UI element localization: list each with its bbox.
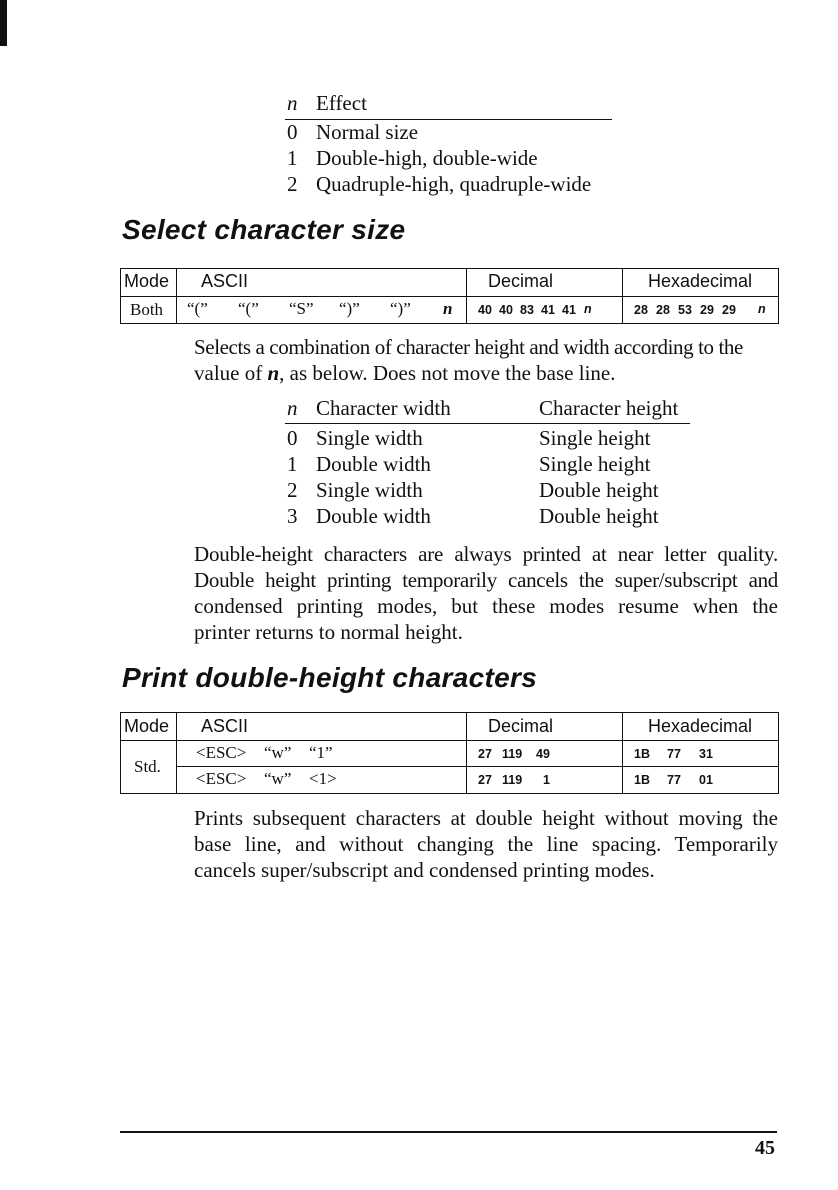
paragraph-line: printer returns to normal height.	[194, 620, 463, 644]
header-mode: Mode	[124, 716, 170, 736]
cell-hex-n: n	[758, 302, 766, 316]
cell-ascii: <1>	[309, 769, 337, 788]
cell-hex: 53	[678, 303, 692, 317]
cell-ascii-n: n	[443, 299, 453, 318]
size-table-n: 2	[287, 478, 298, 502]
command-table-divider	[176, 268, 177, 324]
size-table-n: 3	[287, 504, 298, 528]
cell-hex: 77	[667, 773, 681, 787]
cell-decimal-n: n	[584, 302, 592, 316]
size-table-height: Single height	[539, 452, 651, 476]
size-table-n: 0	[287, 426, 298, 450]
size-table-width: Double width	[316, 504, 431, 528]
header-ascii: ASCII	[201, 271, 249, 291]
cell-decimal: 40	[478, 303, 492, 317]
cell-hex: 31	[699, 747, 713, 761]
cell-ascii: “1”	[309, 743, 333, 762]
cell-hex: 29	[700, 303, 714, 317]
cell-ascii: “(”	[187, 299, 208, 318]
cell-hex: 1B	[634, 747, 650, 761]
command-table-divider	[622, 268, 623, 324]
command-table-divider	[120, 740, 779, 741]
paragraph-line: Double-height characters are always printed at near letter quality.	[194, 542, 778, 566]
command-table-divider	[622, 712, 623, 794]
top-table-row-effect: Normal size	[316, 120, 419, 144]
size-table-width: Single width	[316, 426, 423, 450]
header-mode: Mode	[124, 271, 170, 291]
paragraph-line: Double height printing temporarily cancels the super/subscript and	[194, 568, 778, 592]
section2-paragraph	[194, 805, 778, 883]
cell-decimal: 27	[478, 773, 492, 787]
paragraph-line: Prints subsequent characters at double height without moving the	[194, 806, 778, 830]
top-table-row-n: 2	[287, 172, 298, 196]
cell-ascii: “w”	[264, 743, 292, 762]
cell-decimal: 40	[499, 303, 513, 317]
top-table-row-effect: Quadruple-high, quadruple-wide	[316, 172, 592, 196]
cell-mode: Std.	[134, 757, 161, 776]
size-table-header-n: n	[287, 396, 298, 420]
cell-decimal: 119	[502, 773, 523, 787]
cell-mode: Both	[130, 300, 164, 319]
cell-decimal: 27	[478, 747, 492, 761]
size-table-height: Single height	[539, 426, 651, 450]
section-heading-print-double-height: Print double-height characters	[122, 662, 538, 693]
top-table-header-effect: Effect	[316, 91, 367, 115]
description-text: value of	[194, 361, 268, 385]
footer-rule	[120, 1131, 777, 1133]
size-table-n: 1	[287, 452, 298, 476]
top-table-header-n: n	[287, 91, 298, 115]
command-table-divider	[176, 712, 177, 794]
header-hexadecimal: Hexadecimal	[648, 271, 753, 291]
size-table-width: Double width	[316, 452, 431, 476]
description-n: n	[267, 361, 280, 385]
cell-decimal: 83	[520, 303, 534, 317]
cell-ascii: <ESC>	[196, 769, 247, 788]
size-table-header-width: Character width	[316, 396, 451, 420]
command-table-divider	[120, 296, 779, 297]
cell-ascii: “)”	[339, 299, 360, 318]
header-ascii: ASCII	[201, 716, 249, 736]
command-table-divider	[466, 712, 467, 794]
top-table-row-effect: Double-high, double-wide	[316, 146, 538, 170]
description-line	[194, 360, 615, 386]
size-table-height: Double height	[539, 504, 659, 528]
paragraph-line: base line, and without changing the line spacing. Temporarily	[194, 832, 778, 856]
cell-ascii: “w”	[264, 769, 292, 788]
page-number: 45	[755, 1137, 775, 1159]
margin-mark	[0, 0, 7, 46]
cell-decimal: 119	[502, 747, 523, 761]
description-line: Selects a combination of character height and width according to the	[194, 335, 743, 359]
cell-hex: 28	[634, 303, 648, 317]
cell-decimal: 41	[541, 303, 555, 317]
top-table-row-n: 0	[287, 120, 298, 144]
cell-hex: 1B	[634, 773, 650, 787]
cell-ascii: “S”	[289, 299, 314, 318]
command-table-divider	[466, 268, 467, 324]
size-table-width: Single width	[316, 478, 423, 502]
header-decimal: Decimal	[488, 716, 554, 736]
cell-hex: 29	[722, 303, 736, 317]
cell-decimal: 1	[543, 773, 550, 787]
cell-hex: 01	[699, 773, 713, 787]
section-heading-select-character-size: Select character size	[122, 214, 406, 245]
cell-ascii: <ESC>	[196, 743, 247, 762]
size-table-height: Double height	[539, 478, 659, 502]
header-hexadecimal: Hexadecimal	[648, 716, 753, 736]
command-table-divider	[176, 766, 779, 767]
paragraph-line: condensed printing modes, but these modes resume when the	[194, 594, 778, 618]
cell-decimal: 49	[536, 747, 550, 761]
header-decimal: Decimal	[488, 271, 554, 291]
top-table-row-n: 1	[287, 146, 298, 170]
paragraph-line: cancels super/subscript and condensed printing modes.	[194, 858, 655, 882]
size-table-header-height: Character height	[539, 396, 679, 420]
cell-ascii: “)”	[390, 299, 411, 318]
cell-hex: 77	[667, 747, 681, 761]
cell-decimal: 41	[562, 303, 576, 317]
cell-ascii: “(”	[238, 299, 259, 318]
description-text: , as below. Does not move the base line.	[279, 361, 616, 385]
size-table-header-rule	[285, 423, 690, 424]
cell-hex: 28	[656, 303, 670, 317]
section1-paragraph	[194, 541, 778, 645]
